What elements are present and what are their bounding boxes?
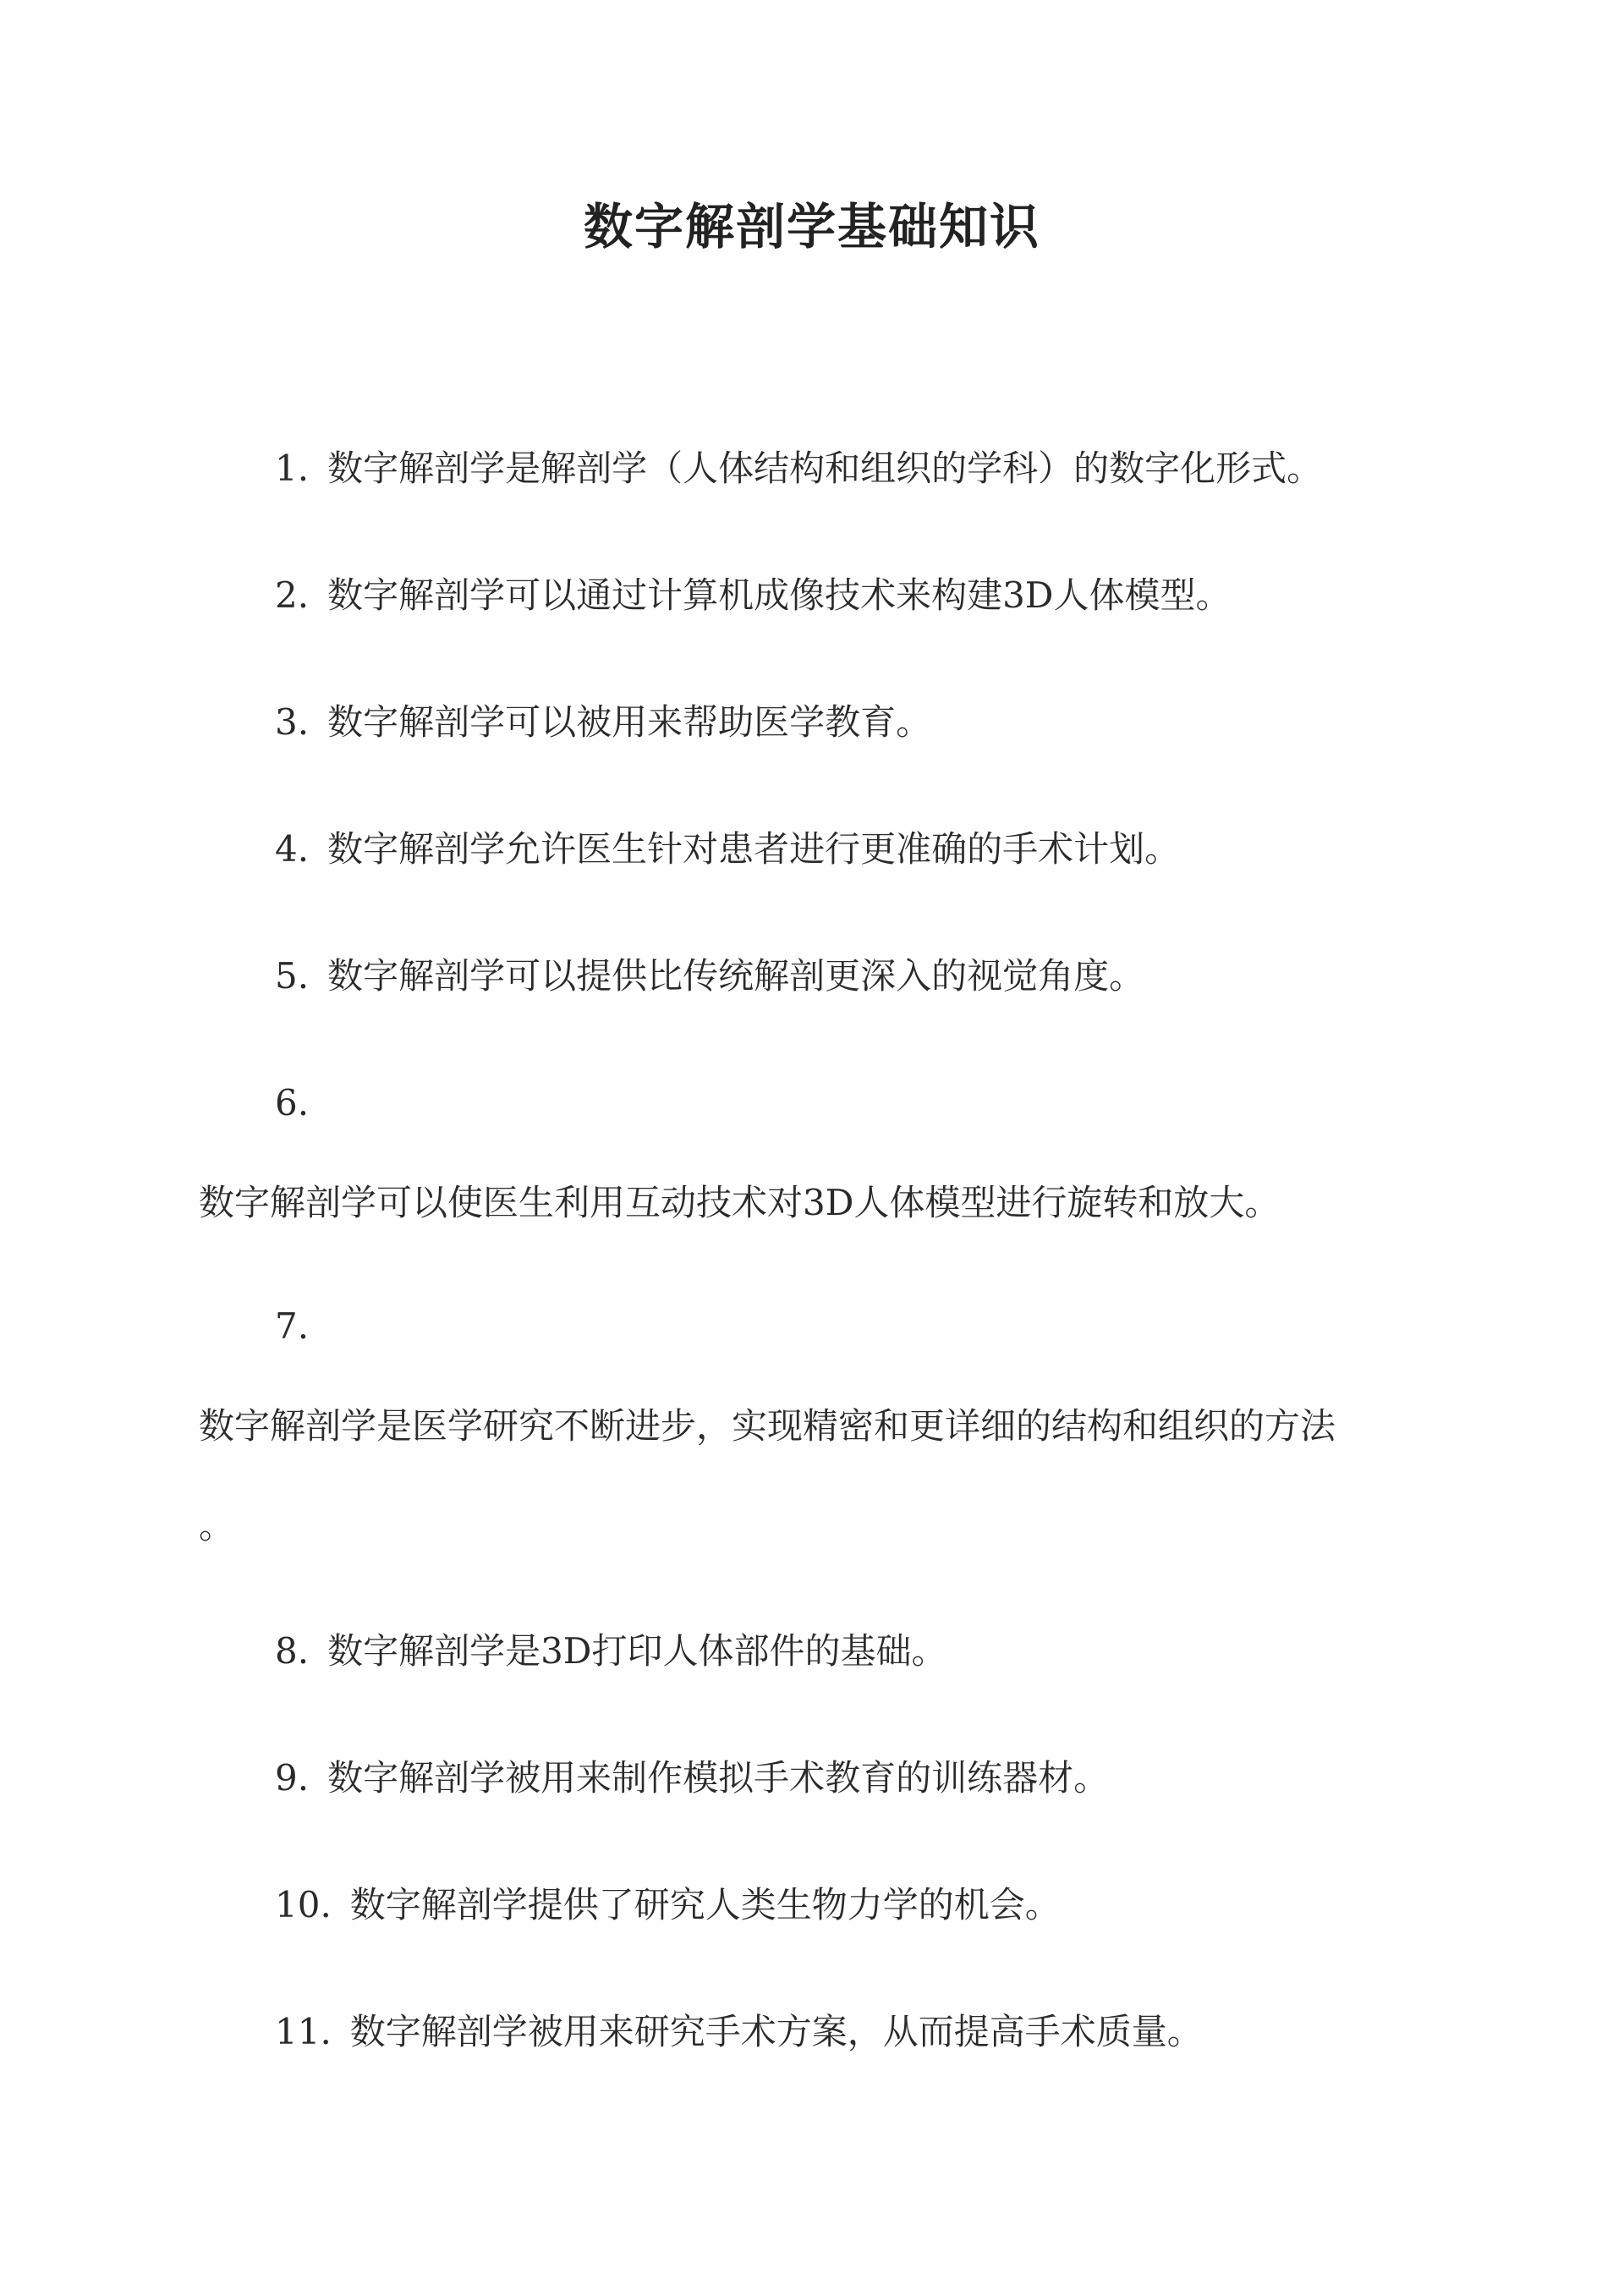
list-item-number: 4.	[275, 828, 310, 870]
list-item-10	[275, 1880, 1061, 1931]
list-item-6-text: 数字解剖学可以使医生利用互动技术对3D人体模型进行旋转和放大。	[199, 1182, 1281, 1223]
list-item-text: 数字解剖学被用来制作模拟手术教育的训练器材。	[327, 1757, 1110, 1799]
list-item-text: 数字解剖学可以被用来帮助医学教育。	[327, 701, 932, 743]
list-item-number: 9.	[275, 1757, 310, 1799]
list-item-3	[275, 697, 931, 748]
list-item-7-number: 7.	[275, 1305, 310, 1347]
list-item-5	[275, 951, 1144, 1002]
list-item-number: 2.	[275, 574, 310, 616]
list-item-number: 5.	[275, 955, 310, 997]
list-item-number: 1.	[275, 448, 310, 489]
list-item-7-continuation: 。	[199, 1505, 235, 1546]
list-item-number: 3.	[275, 701, 310, 743]
list-item-number: 11.	[275, 2011, 332, 2052]
list-item-2	[275, 570, 1231, 621]
list-item-number: 10.	[275, 1884, 332, 1925]
list-item-6-number: 6.	[275, 1082, 310, 1123]
list-item-9	[275, 1753, 1109, 1804]
list-item-text: 数字解剖学被用来研究手术方案，从而提高手术质量。	[349, 2011, 1203, 2052]
list-item-8	[275, 1626, 946, 1677]
list-item-text: 数字解剖学可以提供比传统解剖更深入的视觉角度。	[327, 955, 1145, 997]
list-item-1	[275, 443, 1322, 494]
list-item-number: 8.	[275, 1630, 310, 1672]
list-item-text: 数字解剖学是3D打印人体部件的基础。	[327, 1630, 947, 1672]
list-item-4	[275, 824, 1180, 875]
document-title: 数字解剖学基础知识	[583, 198, 1040, 255]
list-item-7-text: 数字解剖学是医学研究不断进步，实现精密和更详细的结构和组织的方法	[199, 1405, 1336, 1447]
list-item-text: 数字解剖学允许医生针对患者进行更准确的手术计划。	[327, 828, 1181, 870]
list-item-text: 数字解剖学可以通过计算机成像技术来构建3D人体模型。	[327, 574, 1232, 616]
list-item-text: 数字解剖学是解剖学（人体结构和组织的学科）的数字化形式。	[327, 448, 1323, 489]
list-item-text: 数字解剖学提供了研究人类生物力学的机会。	[349, 1884, 1061, 1925]
list-item-11	[275, 2007, 1203, 2057]
